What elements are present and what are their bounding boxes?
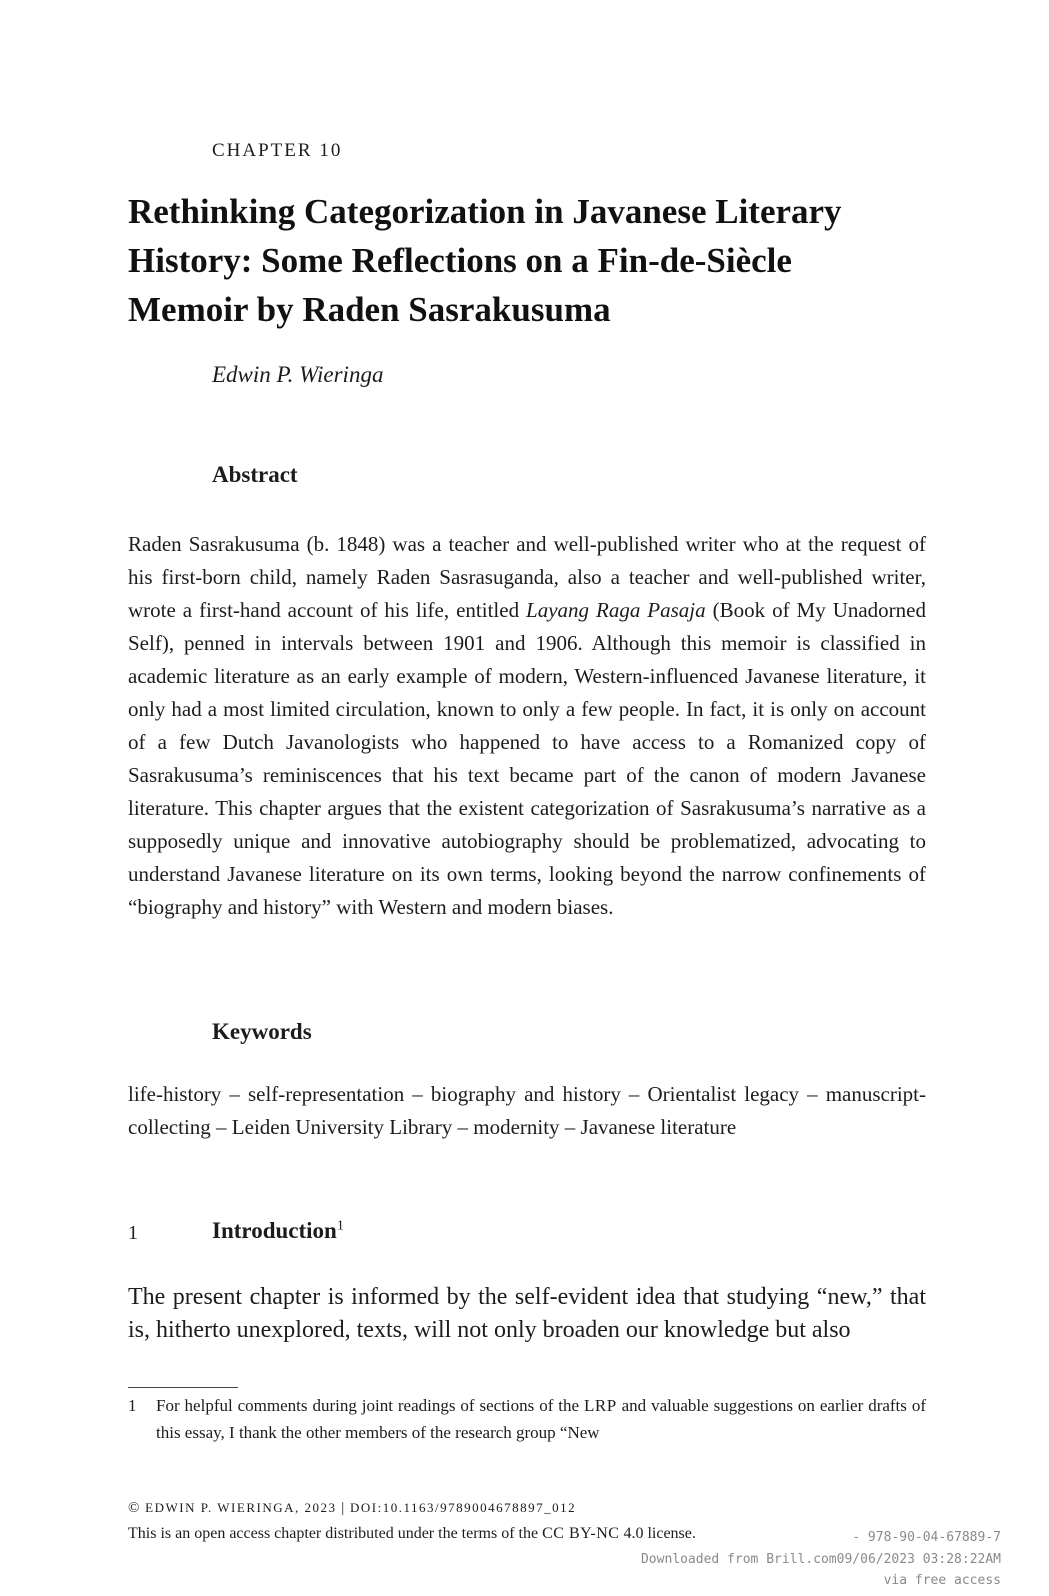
introduction-heading bbox=[212, 1218, 344, 1244]
footnote-abbreviation: LRP bbox=[584, 1396, 617, 1415]
footnote-text-part-2: and valuable suggestions on earlier drafts of this essay, I thank the other members of the research group “New bbox=[156, 1396, 926, 1442]
author-name: Edwin P. Wieringa bbox=[212, 362, 384, 387]
copyright-line bbox=[128, 1500, 576, 1517]
introduction-text: The present chapter is informed by the self-evident idea that studying “new,” that is, hitherto unexplored, texts, will not only broaden our knowledge but also bbox=[128, 1284, 926, 1343]
watermark-isbn: - 978-90-04-67889-7 bbox=[852, 1530, 1001, 1545]
license-text-part-2: 4.0 license. bbox=[619, 1525, 696, 1542]
copyright-separator: | bbox=[341, 1500, 346, 1516]
watermark-download: Downloaded from Brill.com09/06/2023 03:28:22AM bbox=[640, 1552, 1001, 1567]
keywords-heading: Keywords bbox=[212, 1019, 312, 1044]
license-line bbox=[128, 1525, 696, 1543]
footnote-text bbox=[156, 1392, 926, 1446]
doi-link[interactable]: DOI:10.1163/9789004678897_012 bbox=[350, 1500, 577, 1515]
abstract-text bbox=[128, 528, 926, 924]
footnote-text-part-1: For helpful comments during joint readings of sections of the bbox=[156, 1396, 585, 1415]
license-text-part-1: This is an open access chapter distributed under the terms of the bbox=[128, 1525, 543, 1542]
abstract-italic-title: Layang Raga Pasaja bbox=[526, 598, 706, 622]
abstract-text-part-1: Raden Sasrakusuma (b. 1848) was a teacher and well-published writer who at the request of his first-born child, namely Raden Sasrasuganda, also a teacher and well-published writer, wrote a first-hand account of his life, entitled bbox=[128, 532, 926, 622]
abstract-heading: Abstract bbox=[212, 462, 298, 487]
footnote-divider bbox=[128, 1387, 238, 1388]
chapter-label: CHAPTER 10 bbox=[212, 140, 343, 161]
section-number: 1 bbox=[128, 1222, 138, 1244]
footnote-marker[interactable]: 1 bbox=[336, 1218, 344, 1234]
introduction-heading-text: Introduction bbox=[212, 1218, 337, 1243]
chapter-title: Rethinking Categorization in Javanese Literary History: Some Reflections on a Fin-de-Siècle Memoir by Raden Sasrakusuma bbox=[128, 192, 842, 329]
license-abbreviation[interactable]: CC BY-NC bbox=[542, 1525, 620, 1542]
footnote-number: 1 bbox=[128, 1396, 137, 1415]
keywords-text: life-history – self-representation – biography and history – Orientalist legacy – manuscript-collecting – Leiden University Library – modernity – Javanese literature bbox=[128, 1082, 926, 1139]
abstract-text-part-2: (Book of My Unadorned Self), penned in intervals between 1901 and 1906. Although this memoir is classified in academic literature as an early example of modern, Western-influenced Javanese literature, it only had a most limited circulation, known to only a few people. In fact, it is only on account of a few Dutch Javanologists who happened to have access to a Romanized copy of Sasrakusuma’s reminiscences that his text became part of the canon of modern Javanese literature. This chapter argues that the existent categorization of Sasrakusuma’s narrative as a supposedly unique and innovative autobiography should be problematized, advocating to understand Javanese literature on its own terms, looking beyond the narrow confinements of “biography and history” with Western and modern biases. bbox=[128, 598, 926, 919]
copyright-holder: EDWIN P. WIERINGA, 2023 bbox=[145, 1500, 337, 1515]
watermark-access: via free access bbox=[883, 1573, 1001, 1588]
copyright-symbol: © bbox=[128, 1500, 141, 1516]
